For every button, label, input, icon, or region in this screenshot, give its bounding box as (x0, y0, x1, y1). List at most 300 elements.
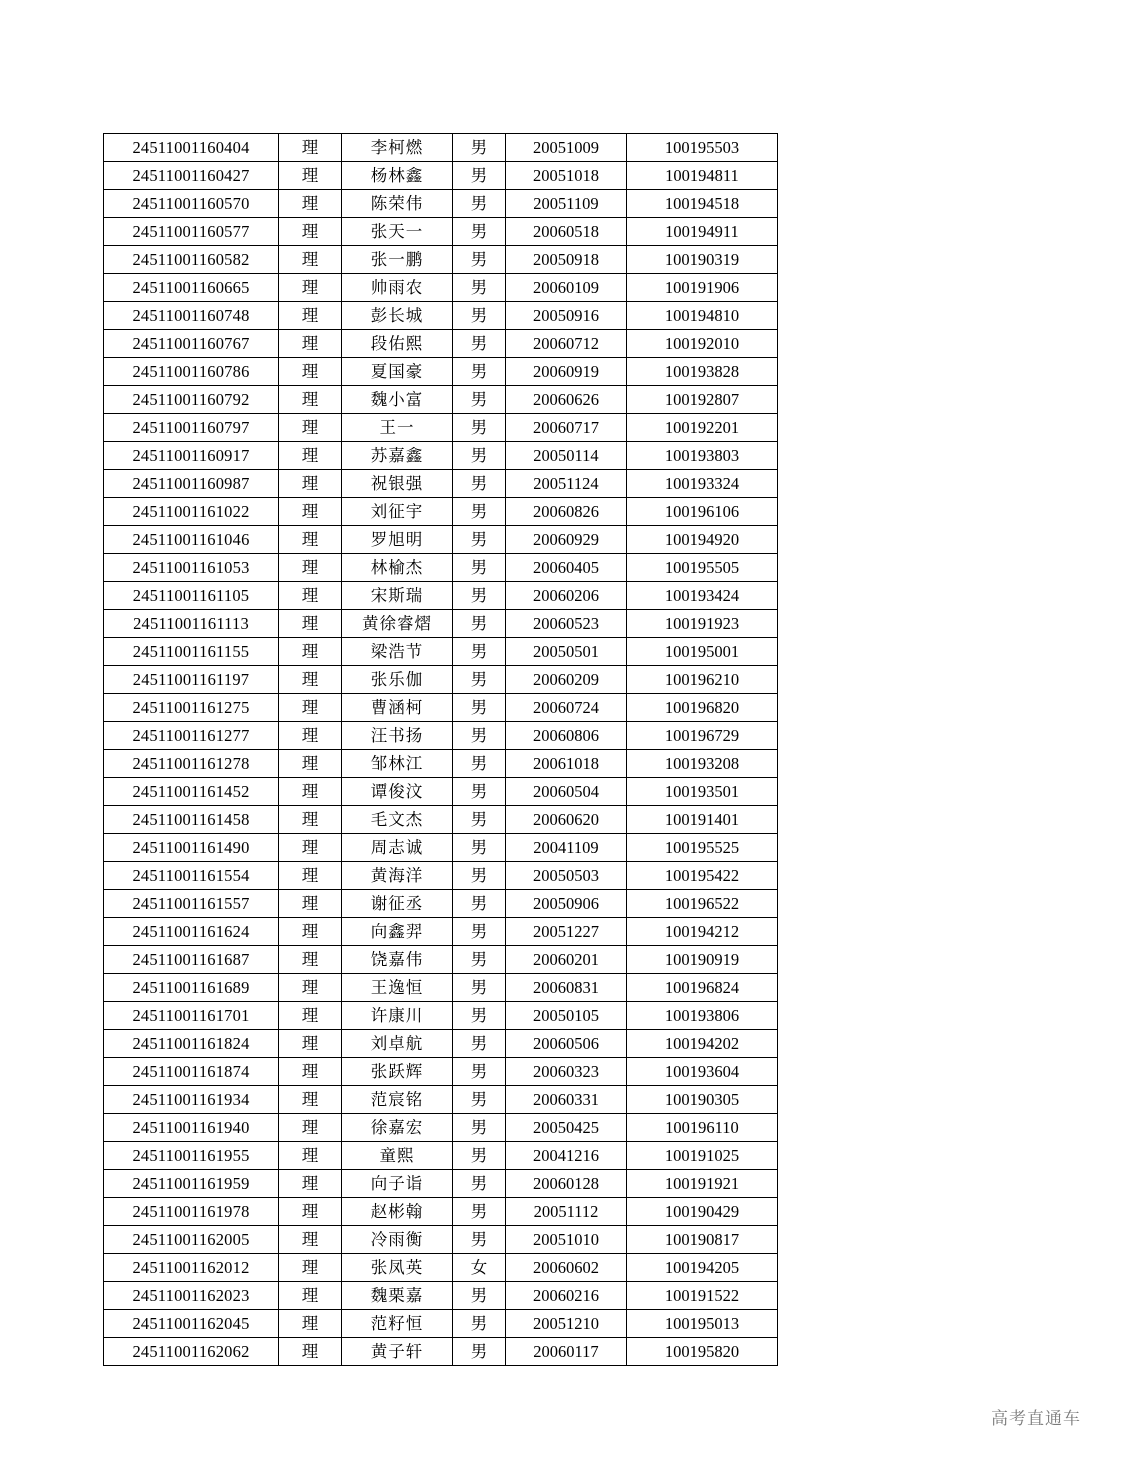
cell-name: 邹林江 (342, 750, 453, 778)
cell-name: 彭长城 (342, 302, 453, 330)
cell-exam-number: 100193208 (627, 750, 778, 778)
cell-gender: 男 (453, 806, 506, 834)
cell-name: 黄徐睿熠 (342, 610, 453, 638)
cell-birth-date: 20060929 (506, 526, 627, 554)
cell-candidate-id: 24511001160748 (104, 302, 279, 330)
cell-candidate-id: 24511001162062 (104, 1338, 279, 1366)
cell-gender: 男 (453, 190, 506, 218)
cell-birth-date: 20060506 (506, 1030, 627, 1058)
cell-candidate-id: 24511001161105 (104, 582, 279, 610)
cell-gender: 男 (453, 638, 506, 666)
table-row (104, 582, 778, 610)
cell-birth-date: 20060504 (506, 778, 627, 806)
cell-name: 张凤英 (342, 1254, 453, 1282)
cell-exam-number: 100195820 (627, 1338, 778, 1366)
cell-subject: 理 (279, 666, 342, 694)
cell-birth-date: 20060128 (506, 1170, 627, 1198)
cell-exam-number: 100191921 (627, 1170, 778, 1198)
cell-exam-number: 100190319 (627, 246, 778, 274)
cell-candidate-id: 24511001161978 (104, 1198, 279, 1226)
cell-exam-number: 100195503 (627, 134, 778, 162)
cell-name: 刘卓航 (342, 1030, 453, 1058)
cell-gender: 男 (453, 554, 506, 582)
cell-gender: 男 (453, 1030, 506, 1058)
cell-candidate-id: 24511001161277 (104, 722, 279, 750)
cell-exam-number: 100191025 (627, 1142, 778, 1170)
cell-subject: 理 (279, 218, 342, 246)
cell-birth-date: 20050501 (506, 638, 627, 666)
cell-candidate-id: 24511001161155 (104, 638, 279, 666)
cell-birth-date: 20060919 (506, 358, 627, 386)
cell-gender: 女 (453, 1254, 506, 1282)
cell-subject: 理 (279, 274, 342, 302)
cell-birth-date: 20060405 (506, 554, 627, 582)
table-row (104, 890, 778, 918)
cell-gender: 男 (453, 526, 506, 554)
cell-candidate-id: 24511001162005 (104, 1226, 279, 1254)
cell-birth-date: 20051109 (506, 190, 627, 218)
cell-name: 谢征丞 (342, 890, 453, 918)
cell-name: 范籽恒 (342, 1310, 453, 1338)
cell-birth-date: 20060826 (506, 498, 627, 526)
cell-name: 张天一 (342, 218, 453, 246)
table-row (104, 358, 778, 386)
cell-gender: 男 (453, 470, 506, 498)
cell-birth-date: 20051018 (506, 162, 627, 190)
cell-candidate-id: 24511001161113 (104, 610, 279, 638)
roster-table-wrap (103, 133, 771, 1366)
cell-exam-number: 100195505 (627, 554, 778, 582)
table-row (104, 694, 778, 722)
cell-subject: 理 (279, 1030, 342, 1058)
table-row (104, 1310, 778, 1338)
cell-gender: 男 (453, 862, 506, 890)
cell-candidate-id: 24511001160786 (104, 358, 279, 386)
cell-gender: 男 (453, 414, 506, 442)
cell-birth-date: 20051227 (506, 918, 627, 946)
table-row (104, 1254, 778, 1282)
cell-gender: 男 (453, 890, 506, 918)
cell-birth-date: 20060518 (506, 218, 627, 246)
cell-candidate-id: 24511001161689 (104, 974, 279, 1002)
cell-subject: 理 (279, 722, 342, 750)
cell-name: 童熙 (342, 1142, 453, 1170)
table-row (104, 918, 778, 946)
cell-candidate-id: 24511001161197 (104, 666, 279, 694)
cell-gender: 男 (453, 750, 506, 778)
cell-candidate-id: 24511001160665 (104, 274, 279, 302)
cell-gender: 男 (453, 1310, 506, 1338)
cell-birth-date: 20041216 (506, 1142, 627, 1170)
cell-birth-date: 20051210 (506, 1310, 627, 1338)
cell-name: 黄海洋 (342, 862, 453, 890)
table-row (104, 1338, 778, 1366)
cell-name: 王一 (342, 414, 453, 442)
cell-birth-date: 20060331 (506, 1086, 627, 1114)
cell-exam-number: 100192807 (627, 386, 778, 414)
cell-candidate-id: 24511001161275 (104, 694, 279, 722)
cell-candidate-id: 24511001161955 (104, 1142, 279, 1170)
cell-name: 李柯燃 (342, 134, 453, 162)
cell-name: 祝银强 (342, 470, 453, 498)
cell-name: 谭俊汶 (342, 778, 453, 806)
table-row (104, 1142, 778, 1170)
table-row (104, 666, 778, 694)
cell-name: 苏嘉鑫 (342, 442, 453, 470)
cell-candidate-id: 24511001160577 (104, 218, 279, 246)
table-row (104, 498, 778, 526)
cell-name: 饶嘉伟 (342, 946, 453, 974)
cell-exam-number: 100194810 (627, 302, 778, 330)
cell-name: 范宸铭 (342, 1086, 453, 1114)
table-row (104, 1170, 778, 1198)
cell-gender: 男 (453, 778, 506, 806)
cell-gender: 男 (453, 918, 506, 946)
cell-candidate-id: 24511001162023 (104, 1282, 279, 1310)
cell-name: 杨林鑫 (342, 162, 453, 190)
cell-name: 林榆杰 (342, 554, 453, 582)
cell-subject: 理 (279, 1170, 342, 1198)
cell-candidate-id: 24511001161490 (104, 834, 279, 862)
cell-subject: 理 (279, 638, 342, 666)
cell-exam-number: 100193424 (627, 582, 778, 610)
cell-birth-date: 20060806 (506, 722, 627, 750)
table-row (104, 330, 778, 358)
cell-gender: 男 (453, 722, 506, 750)
cell-name: 魏小富 (342, 386, 453, 414)
cell-exam-number: 100192201 (627, 414, 778, 442)
table-row (104, 386, 778, 414)
cell-birth-date: 20060323 (506, 1058, 627, 1086)
cell-candidate-id: 24511001161554 (104, 862, 279, 890)
cell-birth-date: 20050114 (506, 442, 627, 470)
cell-subject: 理 (279, 386, 342, 414)
cell-exam-number: 100194205 (627, 1254, 778, 1282)
cell-exam-number: 100193604 (627, 1058, 778, 1086)
cell-name: 魏栗嘉 (342, 1282, 453, 1310)
cell-candidate-id: 24511001160917 (104, 442, 279, 470)
table-row (104, 554, 778, 582)
cell-name: 刘征宇 (342, 498, 453, 526)
cell-candidate-id: 24511001161046 (104, 526, 279, 554)
cell-birth-date: 20060626 (506, 386, 627, 414)
table-row (104, 1086, 778, 1114)
cell-birth-date: 20060109 (506, 274, 627, 302)
cell-subject: 理 (279, 1338, 342, 1366)
cell-name: 许康川 (342, 1002, 453, 1030)
cell-gender: 男 (453, 1002, 506, 1030)
cell-name: 黄子轩 (342, 1338, 453, 1366)
cell-birth-date: 20060201 (506, 946, 627, 974)
cell-name: 向子诣 (342, 1170, 453, 1198)
cell-candidate-id: 24511001161701 (104, 1002, 279, 1030)
cell-candidate-id: 24511001161624 (104, 918, 279, 946)
cell-name: 王逸恒 (342, 974, 453, 1002)
table-row (104, 974, 778, 1002)
cell-candidate-id: 24511001161452 (104, 778, 279, 806)
cell-candidate-id: 24511001160570 (104, 190, 279, 218)
cell-exam-number: 100195001 (627, 638, 778, 666)
table-row (104, 162, 778, 190)
cell-birth-date: 20050906 (506, 890, 627, 918)
cell-gender: 男 (453, 582, 506, 610)
cell-gender: 男 (453, 1086, 506, 1114)
cell-name: 徐嘉宏 (342, 1114, 453, 1142)
cell-subject: 理 (279, 1114, 342, 1142)
table-row (104, 834, 778, 862)
cell-exam-number: 100190429 (627, 1198, 778, 1226)
cell-subject: 理 (279, 1058, 342, 1086)
cell-birth-date: 20060117 (506, 1338, 627, 1366)
cell-subject: 理 (279, 358, 342, 386)
table-row (104, 1282, 778, 1310)
cell-gender: 男 (453, 1282, 506, 1310)
cell-exam-number: 100194920 (627, 526, 778, 554)
cell-exam-number: 100190919 (627, 946, 778, 974)
cell-subject: 理 (279, 582, 342, 610)
cell-subject: 理 (279, 1002, 342, 1030)
cell-gender: 男 (453, 1198, 506, 1226)
cell-birth-date: 20051112 (506, 1198, 627, 1226)
cell-candidate-id: 24511001161022 (104, 498, 279, 526)
cell-candidate-id: 24511001161940 (104, 1114, 279, 1142)
cell-name: 毛文杰 (342, 806, 453, 834)
cell-gender: 男 (453, 834, 506, 862)
cell-subject: 理 (279, 1310, 342, 1338)
table-row (104, 274, 778, 302)
cell-candidate-id: 24511001161278 (104, 750, 279, 778)
candidate-roster-table (103, 133, 778, 1366)
cell-name: 罗旭明 (342, 526, 453, 554)
cell-exam-number: 100194212 (627, 918, 778, 946)
table-row (104, 1198, 778, 1226)
table-row (104, 1030, 778, 1058)
cell-subject: 理 (279, 1086, 342, 1114)
cell-candidate-id: 24511001161934 (104, 1086, 279, 1114)
cell-subject: 理 (279, 442, 342, 470)
cell-birth-date: 20060724 (506, 694, 627, 722)
table-row (104, 246, 778, 274)
cell-exam-number: 100191522 (627, 1282, 778, 1310)
cell-gender: 男 (453, 162, 506, 190)
cell-gender: 男 (453, 974, 506, 1002)
cell-subject: 理 (279, 974, 342, 1002)
cell-gender: 男 (453, 1338, 506, 1366)
table-row (104, 610, 778, 638)
cell-candidate-id: 24511001160582 (104, 246, 279, 274)
cell-birth-date: 20060602 (506, 1254, 627, 1282)
cell-candidate-id: 24511001161874 (104, 1058, 279, 1086)
cell-gender: 男 (453, 1142, 506, 1170)
cell-name: 曹涵柯 (342, 694, 453, 722)
cell-birth-date: 20050918 (506, 246, 627, 274)
cell-birth-date: 20060216 (506, 1282, 627, 1310)
cell-exam-number: 100194911 (627, 218, 778, 246)
table-row (104, 218, 778, 246)
cell-exam-number: 100194518 (627, 190, 778, 218)
table-row (104, 526, 778, 554)
cell-exam-number: 100190817 (627, 1226, 778, 1254)
cell-subject: 理 (279, 1282, 342, 1310)
cell-gender: 男 (453, 498, 506, 526)
cell-subject: 理 (279, 750, 342, 778)
cell-subject: 理 (279, 834, 342, 862)
table-row (104, 414, 778, 442)
cell-gender: 男 (453, 1058, 506, 1086)
cell-name: 张跃辉 (342, 1058, 453, 1086)
cell-subject: 理 (279, 526, 342, 554)
table-row (104, 134, 778, 162)
cell-birth-date: 20061018 (506, 750, 627, 778)
cell-name: 夏国豪 (342, 358, 453, 386)
cell-subject: 理 (279, 1226, 342, 1254)
table-row (104, 946, 778, 974)
cell-birth-date: 20060523 (506, 610, 627, 638)
cell-subject: 理 (279, 694, 342, 722)
cell-candidate-id: 24511001161053 (104, 554, 279, 582)
cell-birth-date: 20050425 (506, 1114, 627, 1142)
cell-exam-number: 100193324 (627, 470, 778, 498)
cell-birth-date: 20060712 (506, 330, 627, 358)
cell-subject: 理 (279, 498, 342, 526)
cell-exam-number: 100193501 (627, 778, 778, 806)
cell-birth-date: 20060717 (506, 414, 627, 442)
cell-birth-date: 20050105 (506, 1002, 627, 1030)
cell-exam-number: 100190305 (627, 1086, 778, 1114)
cell-gender: 男 (453, 274, 506, 302)
cell-subject: 理 (279, 890, 342, 918)
cell-subject: 理 (279, 806, 342, 834)
cell-subject: 理 (279, 162, 342, 190)
cell-birth-date: 20060206 (506, 582, 627, 610)
cell-exam-number: 100195422 (627, 862, 778, 890)
cell-birth-date: 20060620 (506, 806, 627, 834)
table-row (104, 1002, 778, 1030)
cell-name: 冷雨衡 (342, 1226, 453, 1254)
cell-gender: 男 (453, 218, 506, 246)
cell-gender: 男 (453, 246, 506, 274)
cell-birth-date: 20050916 (506, 302, 627, 330)
cell-subject: 理 (279, 1142, 342, 1170)
cell-gender: 男 (453, 386, 506, 414)
cell-subject: 理 (279, 190, 342, 218)
cell-exam-number: 100196110 (627, 1114, 778, 1142)
cell-subject: 理 (279, 862, 342, 890)
table-row (104, 302, 778, 330)
cell-subject: 理 (279, 1254, 342, 1282)
cell-gender: 男 (453, 1114, 506, 1142)
cell-subject: 理 (279, 1198, 342, 1226)
cell-gender: 男 (453, 134, 506, 162)
cell-candidate-id: 24511001161557 (104, 890, 279, 918)
cell-candidate-id: 24511001162012 (104, 1254, 279, 1282)
cell-candidate-id: 24511001160767 (104, 330, 279, 358)
table-row (104, 190, 778, 218)
cell-exam-number: 100193828 (627, 358, 778, 386)
cell-gender: 男 (453, 1170, 506, 1198)
cell-birth-date: 20050503 (506, 862, 627, 890)
cell-gender: 男 (453, 442, 506, 470)
cell-candidate-id: 24511001160797 (104, 414, 279, 442)
cell-name: 宋斯瑞 (342, 582, 453, 610)
cell-gender: 男 (453, 358, 506, 386)
cell-name: 赵彬翰 (342, 1198, 453, 1226)
cell-subject: 理 (279, 554, 342, 582)
cell-birth-date: 20051010 (506, 1226, 627, 1254)
cell-candidate-id: 24511001162045 (104, 1310, 279, 1338)
cell-name: 汪书扬 (342, 722, 453, 750)
cell-exam-number: 100196729 (627, 722, 778, 750)
table-row (104, 638, 778, 666)
cell-subject: 理 (279, 302, 342, 330)
table-row (104, 1058, 778, 1086)
cell-exam-number: 100196106 (627, 498, 778, 526)
cell-candidate-id: 24511001160427 (104, 162, 279, 190)
cell-birth-date: 20060831 (506, 974, 627, 1002)
cell-subject: 理 (279, 330, 342, 358)
cell-subject: 理 (279, 246, 342, 274)
table-row (104, 470, 778, 498)
cell-exam-number: 100192010 (627, 330, 778, 358)
cell-candidate-id: 24511001161687 (104, 946, 279, 974)
table-row (104, 442, 778, 470)
cell-gender: 男 (453, 330, 506, 358)
cell-birth-date: 20051124 (506, 470, 627, 498)
cell-exam-number: 100191906 (627, 274, 778, 302)
cell-subject: 理 (279, 414, 342, 442)
cell-subject: 理 (279, 134, 342, 162)
cell-gender: 男 (453, 302, 506, 330)
cell-birth-date: 20041109 (506, 834, 627, 862)
cell-exam-number: 100196820 (627, 694, 778, 722)
cell-exam-number: 100196522 (627, 890, 778, 918)
cell-exam-number: 100194202 (627, 1030, 778, 1058)
cell-gender: 男 (453, 666, 506, 694)
cell-exam-number: 100196824 (627, 974, 778, 1002)
cell-name: 段佑熙 (342, 330, 453, 358)
cell-birth-date: 20051009 (506, 134, 627, 162)
cell-exam-number: 100191923 (627, 610, 778, 638)
cell-exam-number: 100193803 (627, 442, 778, 470)
table-row (104, 1114, 778, 1142)
cell-gender: 男 (453, 946, 506, 974)
cell-name: 张乐伽 (342, 666, 453, 694)
cell-name: 周志诚 (342, 834, 453, 862)
cell-exam-number: 100196210 (627, 666, 778, 694)
cell-subject: 理 (279, 470, 342, 498)
cell-name: 向鑫羿 (342, 918, 453, 946)
cell-exam-number: 100195013 (627, 1310, 778, 1338)
cell-gender: 男 (453, 610, 506, 638)
table-row (104, 862, 778, 890)
watermark-label: 高考直通车 (991, 1409, 1081, 1428)
cell-birth-date: 20060209 (506, 666, 627, 694)
cell-subject: 理 (279, 778, 342, 806)
table-row (104, 778, 778, 806)
cell-name: 帅雨农 (342, 274, 453, 302)
cell-candidate-id: 24511001160404 (104, 134, 279, 162)
cell-subject: 理 (279, 946, 342, 974)
cell-gender: 男 (453, 1226, 506, 1254)
cell-candidate-id: 24511001161959 (104, 1170, 279, 1198)
table-row (104, 1226, 778, 1254)
cell-subject: 理 (279, 918, 342, 946)
cell-subject: 理 (279, 610, 342, 638)
cell-exam-number: 100195525 (627, 834, 778, 862)
cell-gender: 男 (453, 694, 506, 722)
cell-exam-number: 100191401 (627, 806, 778, 834)
cell-name: 陈荣伟 (342, 190, 453, 218)
